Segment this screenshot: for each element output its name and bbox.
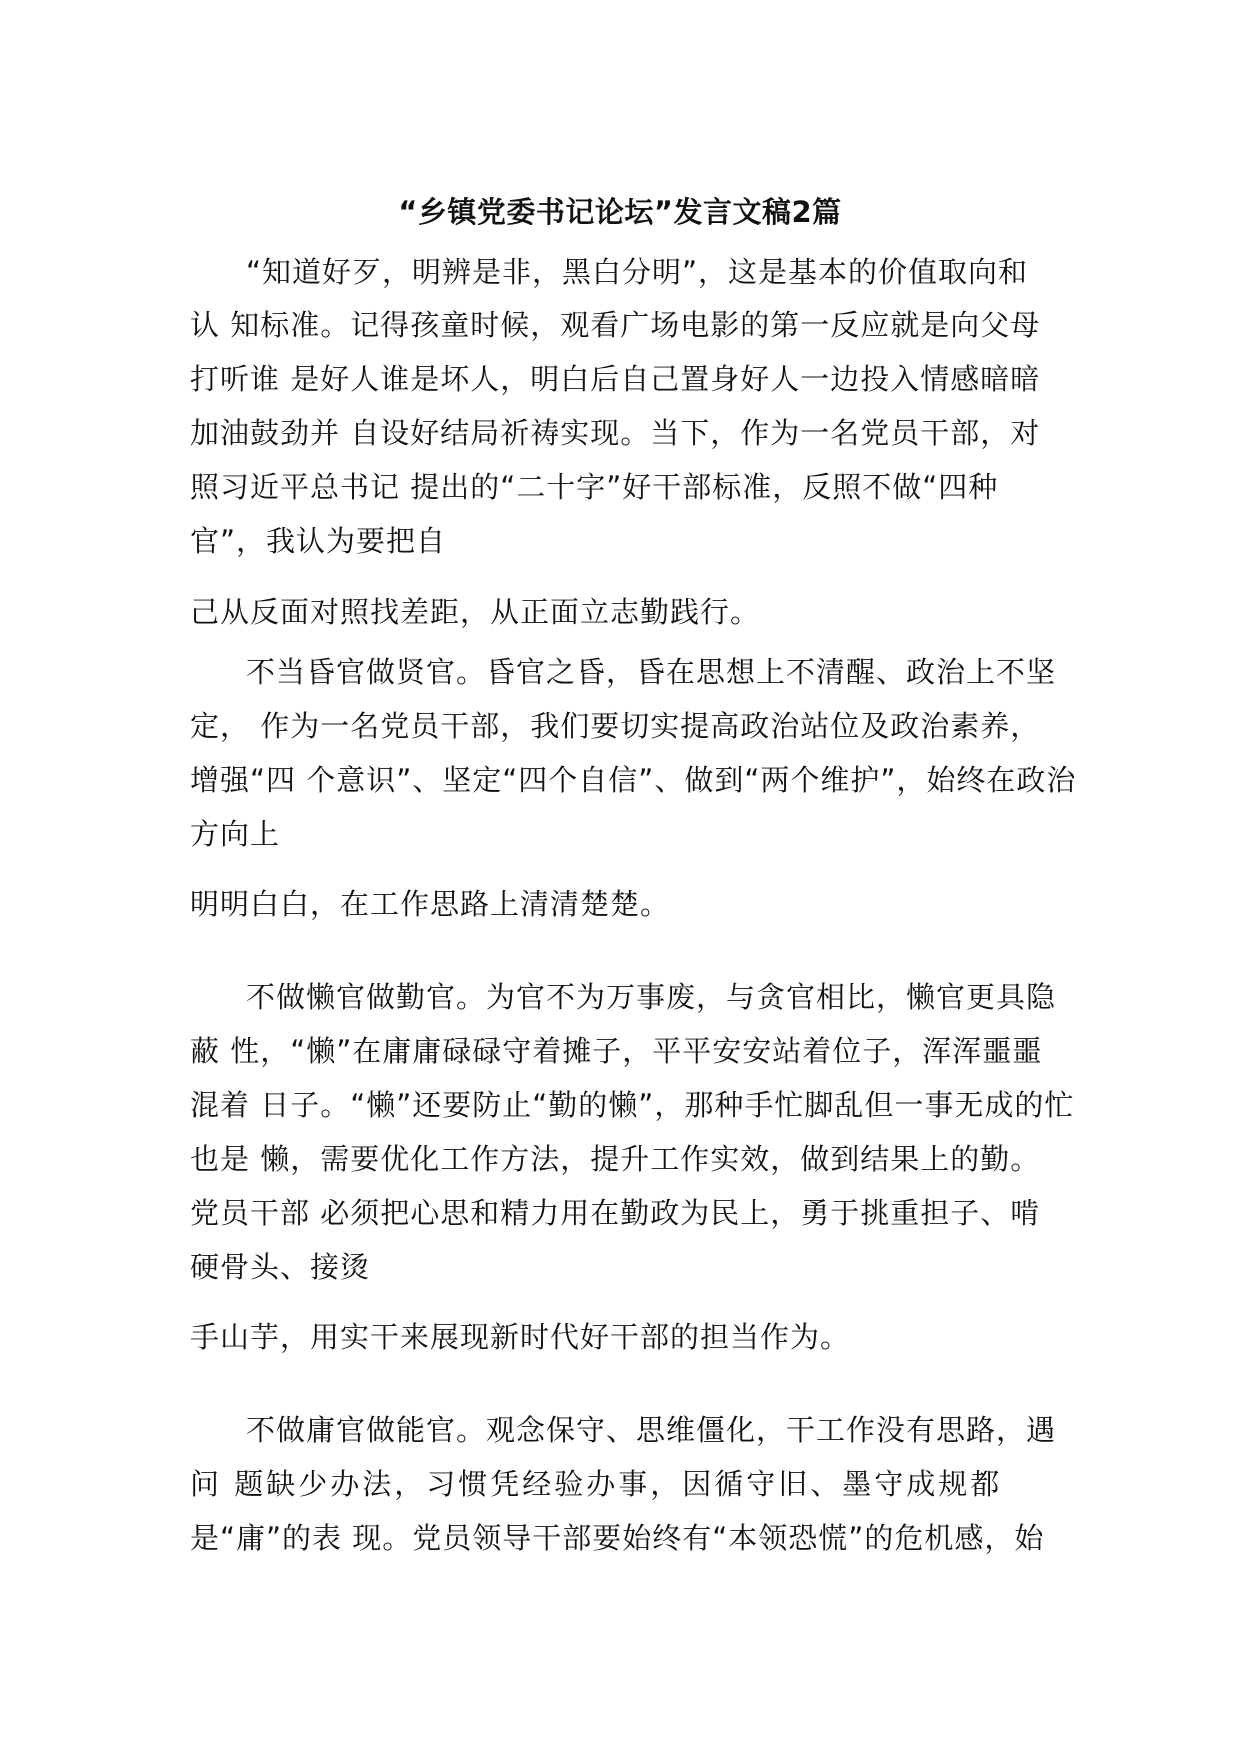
text-line: 不当昏官做贤官。昏官之昏，昏在思想上不清醒、政治上不坚 [246, 655, 1057, 689]
text-line: 照习近平总书记 提出的“二十字”好干部标准，反照不做“四种 [190, 470, 999, 504]
text-line: 己从反面对照找差距，从正面立志勤践行。 [190, 595, 761, 629]
text-line: 认 知标准。记得孩童时候，观看广场电影的第一反应就是向父母 [190, 308, 1041, 342]
text-line: 加油鼓劲并 自设好结局祈祷实现。当下，作为一名党员干部，对 [190, 416, 1041, 450]
text-line: 党员干部 必须把心思和精力用在勤政为民上，勇于挑重担子、啃 [190, 1196, 1041, 1230]
text-line: 也是 懒，需要优化工作方法，提升工作实效，做到结果上的勤。 [190, 1142, 1041, 1176]
text-line: 手山芋，用实干来展现新时代好干部的担当作为。 [190, 1320, 851, 1354]
text-line: 问 题缺少办法，习惯凭经验办事，因循守旧、墨守成规都 [190, 1467, 1003, 1501]
text-line: 增强“四 个意识”、坚定“四个自信”、做到“两个维护”，始终在政治 [190, 763, 1077, 797]
text-line: “知道好歹，明辨是非，黑白分明”，这是基本的价值取向和 [246, 255, 1029, 289]
document-title: “乡镇党委书记论坛”发言文稿2篇 [398, 195, 842, 229]
text-line: 硬骨头、接烫 [190, 1250, 371, 1284]
text-line: 蔽 性，“懒”在庸庸碌碌守着摊子，平平安安站着位子，浑浑噩噩 [190, 1034, 1043, 1068]
text-line: 不做庸官做能官。观念保守、思维僵化，干工作没有思路，遇 [246, 1413, 1057, 1447]
text-line: 官”，我认为要把自 [190, 524, 447, 558]
text-line: 混着 日子。“懒”还要防止“勤的懒”，那种手忙脚乱但一事无成的忙 [190, 1088, 1075, 1122]
text-line: 方向上 [190, 817, 281, 851]
text-line: 不做懒官做勤官。为官不为万事废，与贪官相比，懒官更具隐 [246, 980, 1057, 1014]
text-line: 定， 作为一名党员干部，我们要切实提高政治站位及政治素养， [190, 709, 1041, 743]
text-line: 打听谁 是好人谁是坏人，明白后自己置身好人一边投入情感暗暗 [190, 362, 1041, 396]
text-line: 是“庸”的表 现。党员领导干部要始终有“本领恐慌”的危机感，始 [190, 1521, 1045, 1555]
text-line: 明明白白，在工作思路上清清楚楚。 [190, 887, 671, 921]
